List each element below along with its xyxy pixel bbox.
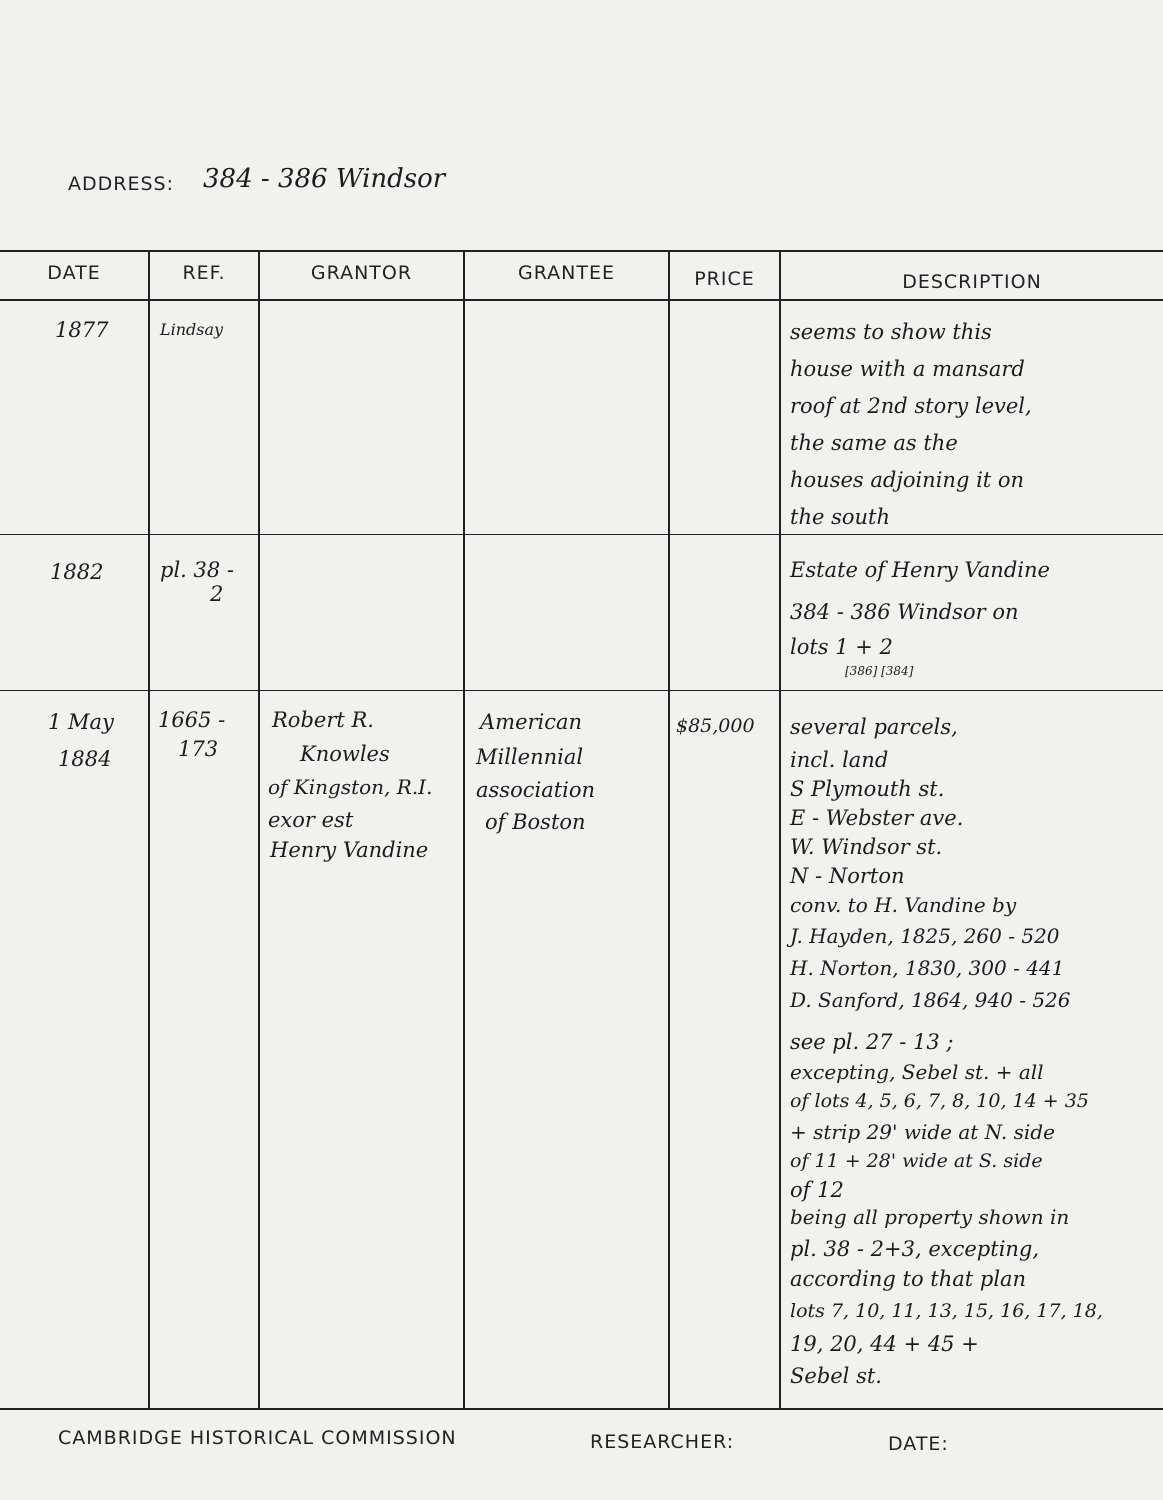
column-header-grantor: GRANTOR: [310, 262, 413, 284]
entry-3-date-line: 1 May: [48, 710, 114, 734]
entry-2-description-line: 384 - 386 Windsor on: [790, 600, 1019, 624]
entry-3-description-line: of lots 4, 5, 6, 7, 8, 10, 14 + 35: [790, 1090, 1089, 1112]
entry-3-description-line: Sebel st.: [790, 1364, 882, 1388]
entry-3-grantee-line: American: [480, 710, 583, 734]
entry-3-ref-line: 1665 -: [158, 708, 226, 732]
entry-3-description-line: N - Norton: [790, 864, 905, 888]
entry-2-description-small: [386] [384]: [845, 664, 914, 678]
column-divider-4: [668, 250, 670, 1408]
column-divider-2: [258, 250, 260, 1408]
entry-3-description-line: S Plymouth st.: [790, 777, 945, 801]
entry-1-description-line: houses adjoining it on: [790, 468, 1025, 492]
footer-researcher-label: RESEARCHER:: [590, 1431, 735, 1453]
entry-3-description-line: lots 7, 10, 11, 13, 15, 16, 17, 18,: [790, 1300, 1103, 1322]
entry-3-grantor-line: exor est: [268, 808, 354, 832]
table-top-rule: [0, 250, 1163, 252]
entry-3-description-line: 19, 20, 44 + 45 +: [790, 1332, 979, 1356]
entry-3-description-line: of 11 + 28' wide at S. side: [790, 1150, 1043, 1172]
entry-3-description-line: according to that plan: [790, 1267, 1027, 1291]
column-divider-5: [779, 250, 781, 1408]
entry-1-date: 1877: [55, 318, 109, 342]
entry-3-description-line: conv. to H. Vandine by: [790, 893, 1017, 917]
column-header-price: PRICE: [694, 268, 755, 290]
column-divider-1: [148, 250, 150, 1408]
column-divider-3: [463, 250, 465, 1408]
entry-3-ref-line: 173: [178, 737, 219, 761]
column-header-grantee: GRANTEE: [518, 262, 615, 284]
entry-1-description-line: roof at 2nd story level,: [790, 394, 1032, 418]
column-header-date: DATE: [47, 262, 101, 284]
entry-3-grantor-line: of Kingston, R.I.: [268, 775, 433, 799]
entry-3-description-line: being all property shown in: [790, 1205, 1070, 1229]
entry-3-grantor-line: Knowles: [300, 742, 390, 766]
entry-3-grantor-line: Henry Vandine: [270, 838, 429, 862]
entry-3-description-line: of 12: [790, 1178, 844, 1202]
entry-3-description-line: incl. land: [790, 748, 889, 772]
entry-1-description-line: house with a mansard: [790, 357, 1025, 381]
entry-2-description-line: lots 1 + 2: [790, 635, 893, 659]
entry-3-description-line: several parcels,: [790, 715, 958, 739]
entry-1-description-line: seems to show this: [790, 320, 992, 344]
column-header-description: DESCRIPTION: [902, 271, 1042, 293]
entry-3-description-line: pl. 38 - 2+3, excepting,: [790, 1237, 1040, 1261]
entry-1-description-line: the same as the: [790, 431, 958, 455]
entry-2-description-line: Estate of Henry Vandine: [790, 558, 1050, 582]
entry-3-description-line: D. Sanford, 1864, 940 - 526: [790, 988, 1071, 1012]
entry-3-grantee-line: of Boston: [485, 810, 586, 834]
entry-3-description-line: H. Norton, 1830, 300 - 441: [790, 956, 1065, 980]
entry-3-description-line: E - Webster ave.: [790, 806, 964, 830]
entry-2-date: 1882: [50, 560, 104, 584]
entry-3-price: $85,000: [676, 715, 755, 737]
address-value: 384 - 386 Windsor: [203, 164, 446, 194]
entry-3-grantee-line: association: [476, 778, 596, 802]
entry-3-grantee-line: Millennial: [476, 745, 584, 769]
entry-2-ref-line: 2: [210, 582, 224, 606]
address-label: ADDRESS:: [68, 173, 174, 195]
header-bottom-rule: [0, 299, 1163, 301]
entry-3-description-line: W. Windsor st.: [790, 835, 943, 859]
footer-commission: CAMBRIDGE HISTORICAL COMMISSION: [58, 1427, 457, 1449]
row-divider-2: [0, 690, 1163, 691]
entry-2-ref-line: pl. 38 -: [160, 558, 235, 582]
entry-3-description-line: + strip 29' wide at N. side: [790, 1120, 1055, 1144]
entry-3-description-line: J. Hayden, 1825, 260 - 520: [790, 924, 1060, 948]
row-divider-1: [0, 534, 1163, 535]
table-bottom-rule: [0, 1408, 1163, 1410]
column-header-ref: REF.: [182, 262, 226, 284]
entry-3-date-line: 1884: [58, 747, 112, 771]
entry-1-ref: Lindsay: [160, 320, 224, 339]
entry-3-grantor-line: Robert R.: [272, 708, 374, 732]
footer-date-label: DATE:: [888, 1433, 949, 1455]
entry-3-description-line: see pl. 27 - 13 ;: [790, 1030, 954, 1054]
entry-1-description-line: the south: [790, 505, 890, 529]
entry-3-description-line: excepting, Sebel st. + all: [790, 1060, 1044, 1084]
